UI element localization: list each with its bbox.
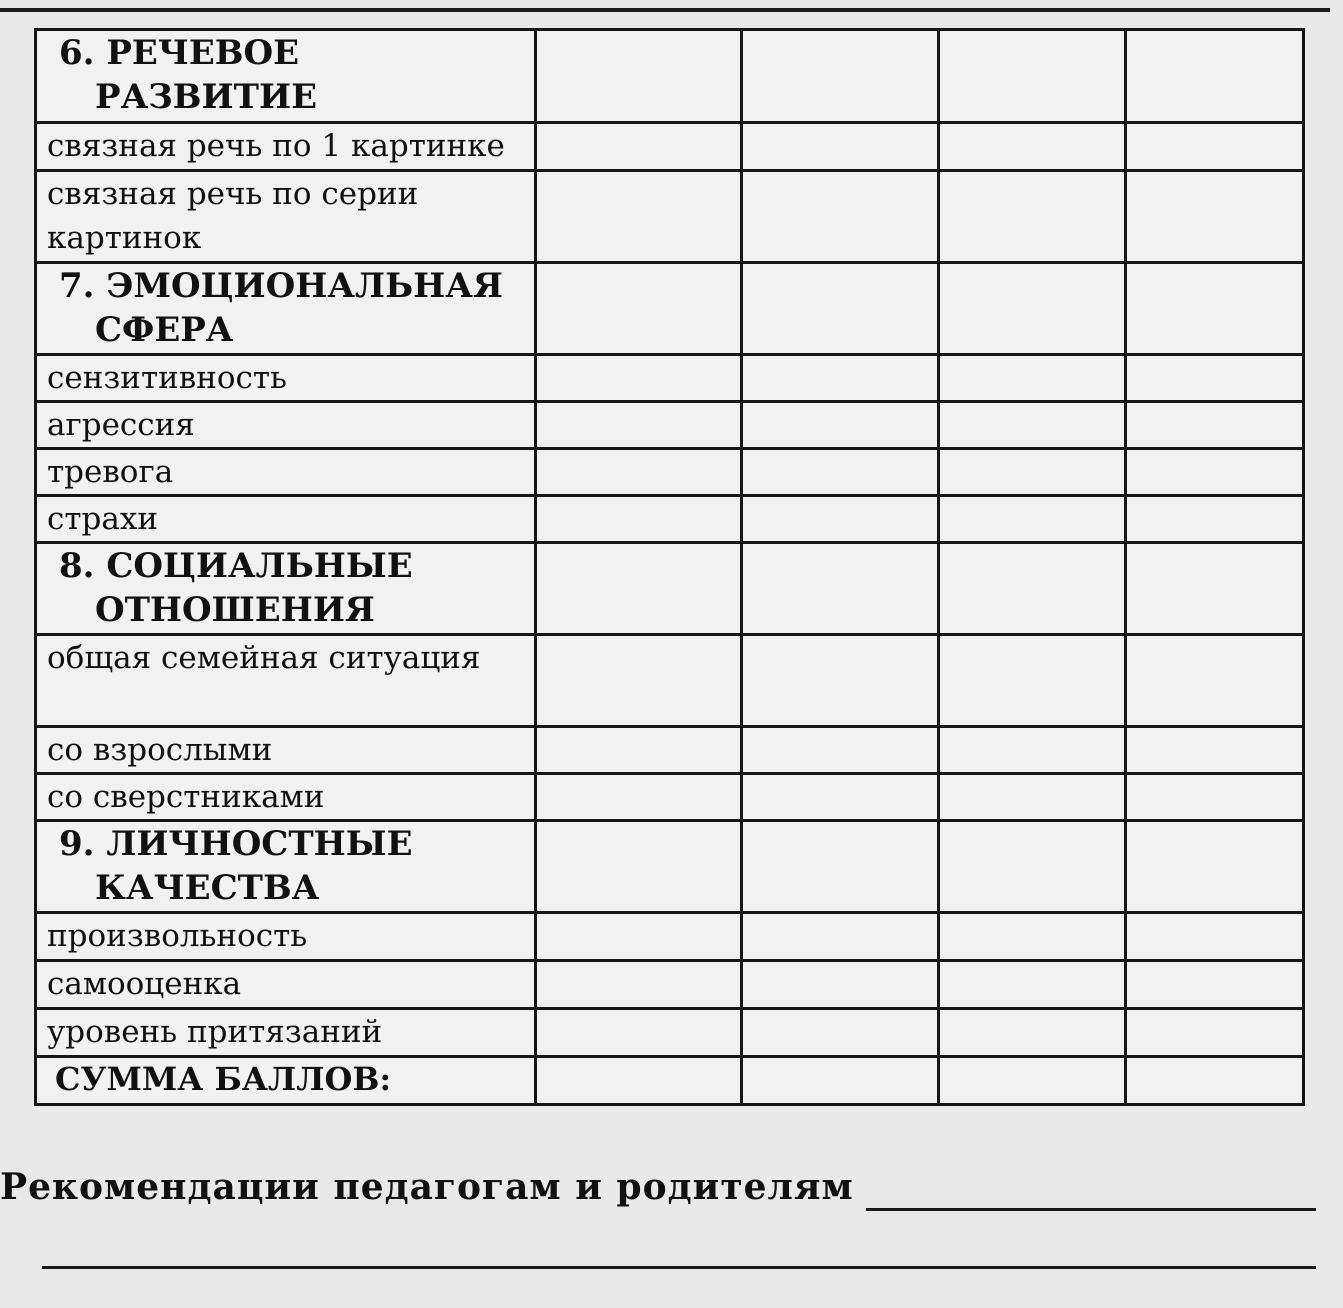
table-row (36, 449, 1304, 496)
score-cell[interactable] (939, 449, 1126, 496)
row-label: уровень притязаний (36, 1009, 536, 1057)
score-cell[interactable] (939, 961, 1126, 1009)
section-heading-line1: 7. ЭМОЦИОНАЛЬНАЯ (59, 266, 503, 306)
score-cell[interactable] (742, 961, 939, 1009)
score-cell[interactable] (742, 774, 939, 821)
score-cell[interactable] (742, 1009, 939, 1057)
score-cell[interactable] (742, 913, 939, 961)
section-heading (36, 30, 536, 123)
score-cell[interactable] (742, 635, 939, 727)
score-cell[interactable] (939, 30, 1126, 123)
score-cell[interactable] (1126, 30, 1304, 123)
top-rule (0, 8, 1330, 12)
score-cell[interactable] (939, 774, 1126, 821)
score-cell[interactable] (742, 355, 939, 402)
score-cell[interactable] (1126, 449, 1304, 496)
total-cell[interactable] (742, 1057, 939, 1105)
table-row (36, 913, 1304, 961)
row-label: общая семейная ситуация (36, 635, 536, 727)
section-heading (36, 543, 536, 635)
score-cell[interactable] (742, 496, 939, 543)
score-cell[interactable] (536, 171, 742, 263)
total-cell[interactable] (1126, 1057, 1304, 1105)
row-label: сензитивность (36, 355, 536, 402)
score-cell[interactable] (742, 727, 939, 774)
score-cell[interactable] (1126, 402, 1304, 449)
score-cell[interactable] (536, 263, 742, 355)
table-row (36, 961, 1304, 1009)
score-cell[interactable] (536, 496, 742, 543)
score-cell[interactable] (536, 635, 742, 727)
table-row (36, 171, 1304, 263)
score-cell[interactable] (742, 171, 939, 263)
recommendations-write-line[interactable] (866, 1208, 1316, 1211)
score-cell[interactable] (1126, 123, 1304, 171)
row-label: агрессия (36, 402, 536, 449)
score-cell[interactable] (536, 774, 742, 821)
row-label: самооценка (36, 961, 536, 1009)
score-cell[interactable] (1126, 1009, 1304, 1057)
score-cell[interactable] (939, 123, 1126, 171)
row-label: страхи (36, 496, 536, 543)
section-heading-row (36, 263, 1304, 355)
row-label: связная речь по серии картинок (36, 171, 536, 263)
section-heading (36, 263, 536, 355)
score-cell[interactable] (742, 402, 939, 449)
table-row (36, 635, 1304, 727)
score-cell[interactable] (939, 821, 1126, 913)
recommendations-write-line-2[interactable] (42, 1266, 1316, 1269)
assessment-table (34, 28, 1305, 1106)
score-cell[interactable] (536, 402, 742, 449)
section-heading-line1: 8. СОЦИАЛЬНЫЕ (59, 546, 413, 586)
recommendations-label: Рекомендации педагогам и родителям (0, 1166, 854, 1208)
score-cell[interactable] (536, 355, 742, 402)
score-cell[interactable] (1126, 496, 1304, 543)
total-cell[interactable] (939, 1057, 1126, 1105)
score-cell[interactable] (742, 123, 939, 171)
section-heading-line2: КАЧЕСТВА (95, 868, 320, 908)
score-cell[interactable] (1126, 171, 1304, 263)
score-cell[interactable] (536, 543, 742, 635)
score-cell[interactable] (1126, 774, 1304, 821)
row-label: произвольность (36, 913, 536, 961)
score-cell[interactable] (536, 961, 742, 1009)
score-cell[interactable] (536, 123, 742, 171)
score-cell[interactable] (939, 913, 1126, 961)
table-row (36, 355, 1304, 402)
score-cell[interactable] (1126, 635, 1304, 727)
total-label: СУММА БАЛЛОВ: (36, 1057, 536, 1105)
section-heading-row (36, 30, 1304, 123)
score-cell[interactable] (536, 913, 742, 961)
section-heading-line2: РАЗВИТИЕ (95, 77, 317, 117)
row-label: со сверстниками (36, 774, 536, 821)
score-cell[interactable] (939, 496, 1126, 543)
score-cell[interactable] (742, 30, 939, 123)
recommendations (0, 1166, 1343, 1212)
score-cell[interactable] (1126, 727, 1304, 774)
total-row (36, 1057, 1304, 1105)
score-cell[interactable] (536, 30, 742, 123)
score-cell[interactable] (1126, 263, 1304, 355)
table-row (36, 774, 1304, 821)
score-cell[interactable] (536, 727, 742, 774)
score-cell[interactable] (939, 543, 1126, 635)
score-cell[interactable] (1126, 543, 1304, 635)
section-heading-line1: 9. ЛИЧНОСТНЫЕ (59, 824, 413, 864)
score-cell[interactable] (536, 821, 742, 913)
section-heading-line2: ОТНОШЕНИЯ (95, 590, 375, 630)
row-label: тревога (36, 449, 536, 496)
section-heading-row (36, 543, 1304, 635)
score-cell[interactable] (742, 263, 939, 355)
table-row (36, 496, 1304, 543)
score-cell[interactable] (1126, 355, 1304, 402)
score-cell[interactable] (536, 1009, 742, 1057)
score-cell[interactable] (1126, 913, 1304, 961)
total-cell[interactable] (536, 1057, 742, 1105)
score-cell[interactable] (939, 727, 1126, 774)
score-cell[interactable] (939, 402, 1126, 449)
score-cell[interactable] (1126, 821, 1304, 913)
section-heading (36, 821, 536, 913)
section-heading-line1: 6. РЕЧЕВОЕ (59, 33, 300, 73)
row-label: связная речь по 1 картинке (36, 123, 536, 171)
score-cell[interactable] (742, 543, 939, 635)
table-row (36, 727, 1304, 774)
table-row (36, 1009, 1304, 1057)
table-row (36, 123, 1304, 171)
score-cell[interactable] (939, 355, 1126, 402)
section-heading-line2: СФЕРА (95, 310, 234, 350)
score-cell[interactable] (1126, 961, 1304, 1009)
score-cell[interactable] (939, 1009, 1126, 1057)
score-cell[interactable] (742, 449, 939, 496)
score-cell[interactable] (742, 821, 939, 913)
table-row (36, 402, 1304, 449)
score-cell[interactable] (939, 263, 1126, 355)
section-heading-row (36, 821, 1304, 913)
score-cell[interactable] (536, 449, 742, 496)
score-cell[interactable] (939, 635, 1126, 727)
score-cell[interactable] (939, 171, 1126, 263)
row-label: со взрослыми (36, 727, 536, 774)
